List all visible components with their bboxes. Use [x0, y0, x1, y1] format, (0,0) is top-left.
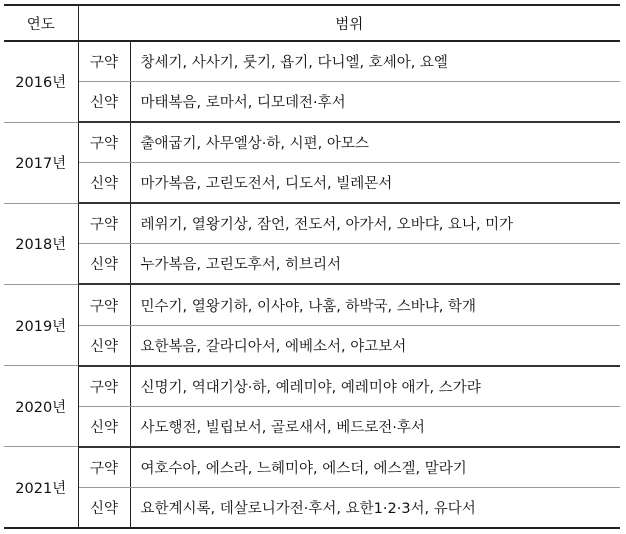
scope-cell-old: 여호수아, 에스라, 느헤미야, 에스더, 에스겔, 말라기: [130, 447, 620, 488]
year-cell: 2017년: [4, 122, 78, 203]
table-row: [4, 406, 620, 447]
scope-cell-old: 출애굽기, 사무엘상·하, 시편, 아모스: [130, 122, 620, 163]
testament-label-new: 신약: [78, 82, 130, 123]
testament-label-old: 구약: [78, 122, 130, 163]
scope-cell-new: 누가복음, 고린도후서, 히브리서: [130, 244, 620, 285]
table-body: [4, 41, 620, 528]
table-row: [4, 122, 620, 163]
year-cell: 2019년: [4, 284, 78, 365]
year-cell: 2016년: [4, 41, 78, 122]
testament-label-new: 신약: [78, 325, 130, 366]
header-year: 연도: [4, 5, 78, 41]
table-row: [4, 366, 620, 407]
scope-cell-old: 창세기, 사사기, 룻기, 욥기, 다니엘, 호세아, 요엘: [130, 41, 620, 82]
testament-label-new: 신약: [78, 487, 130, 528]
table-row: [4, 82, 620, 123]
scope-cell-old: 레위기, 열왕기상, 잠언, 전도서, 아가서, 오바댜, 요나, 미가: [130, 203, 620, 244]
reading-schedule-table: [4, 4, 620, 529]
scope-cell-old: 민수기, 열왕기하, 이사야, 나훔, 하박국, 스바냐, 학개: [130, 284, 620, 325]
table-row: [4, 487, 620, 528]
header-row: [4, 5, 620, 41]
scope-cell-new: 마가복음, 고린도전서, 디도서, 빌레몬서: [130, 163, 620, 204]
table-row: [4, 325, 620, 366]
table-row: [4, 244, 620, 285]
testament-label-old: 구약: [78, 203, 130, 244]
scope-cell-new: 사도행전, 빌립보서, 골로새서, 베드로전·후서: [130, 406, 620, 447]
table-row: [4, 163, 620, 204]
year-cell: 2018년: [4, 203, 78, 284]
scope-cell-new: 요한복음, 갈라디아서, 에베소서, 야고보서: [130, 325, 620, 366]
year-cell: 2020년: [4, 366, 78, 447]
testament-label-old: 구약: [78, 41, 130, 82]
year-cell: 2021년: [4, 447, 78, 528]
testament-label-new: 신약: [78, 163, 130, 204]
header-scope: 범위: [78, 5, 620, 41]
testament-label-old: 구약: [78, 366, 130, 407]
testament-label-old: 구약: [78, 284, 130, 325]
testament-label-old: 구약: [78, 447, 130, 488]
table-row: [4, 41, 620, 82]
scope-cell-new: 마태복음, 로마서, 디모데전·후서: [130, 82, 620, 123]
testament-label-new: 신약: [78, 406, 130, 447]
table-row: [4, 284, 620, 325]
scope-cell-new: 요한계시록, 데살로니가전·후서, 요한1·2·3서, 유다서: [140, 500, 476, 517]
scope-cell-old: 신명기, 역대기상·하, 예레미야, 예레미야 애가, 스가랴: [130, 366, 620, 407]
table-row: [4, 447, 620, 488]
testament-label-new: 신약: [78, 244, 130, 285]
table-row: [4, 203, 620, 244]
